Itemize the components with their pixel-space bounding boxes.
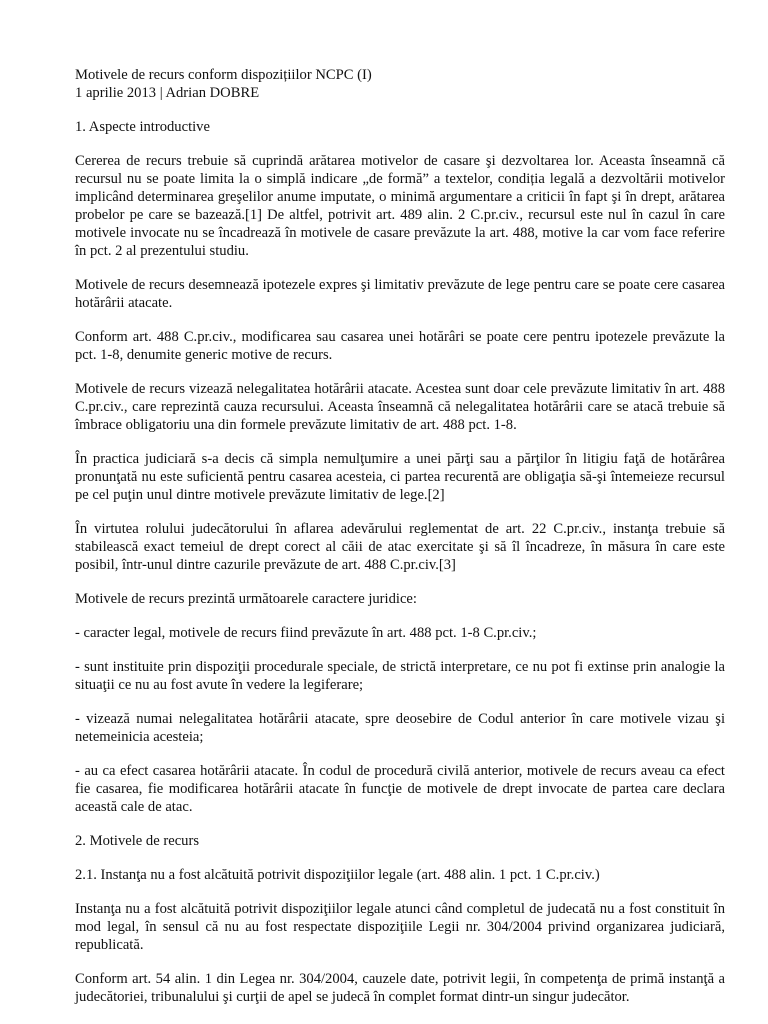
paragraph: Conform art. 488 C.pr.civ., modificarea sau casarea unei hotărâri se poate cere pentru ipotezele prevăzute la pct. 1-8, denumite generic motive de recurs. bbox=[75, 329, 725, 363]
paragraph: Conform art. 54 alin. 1 din Legea nr. 304/2004, cauzele date, potrivit legii, în competenţa de primă instanţă a judecătoriei, tribunalului şi curţii de apel se judecă în complet format dintr-un singur judecător. bbox=[75, 971, 725, 1005]
list-item: - caracter legal, motivele de recurs fiind prevăzute în art. 488 pct. 1-8 C.pr.civ.; bbox=[75, 625, 537, 641]
section-heading: 2. Motivele de recurs bbox=[75, 833, 200, 849]
paragraph: Motivele de recurs desemnează ipotezele expres şi limitativ prevăzute de lege pentru care se poate cere casarea hotărârii atacate. bbox=[75, 277, 725, 311]
list-item: - au ca efect casarea hotărârii atacate. În codul de procedură civilă anterior, motivele de recurs aveau ca efect fie casarea, fie modificarea hotărârii atacate în funcţie de motivele de drept invocate de partea care declara această cale de atac. bbox=[75, 763, 725, 815]
paragraph: Instanţa nu a fost alcătuită potrivit dispoziţiilor legale atunci când completul de judecată nu a fost constituit în mod legal, în sensul că nu au fost respectate dispoziţiile Legii nr. 304/2004 privind organizarea judiciară, republicată. bbox=[75, 901, 725, 953]
document-page bbox=[75, 66, 725, 1022]
document-title: Motivele de recurs conform dispozițiilor NCPC (I) bbox=[75, 67, 372, 83]
paragraph: Cererea de recurs trebuie să cuprindă arătarea motivelor de casare şi dezvoltarea lor. Aceasta înseamnă că recursul nu se poate limita la o simplă indicare „de formă” a textelor, condiția legală a dezvoltării motivelor implicând determinarea greşelilor anume imputate, o minimă argumentare a criticii în fapt şi în drept, arătarea probelor pe care se bazează.[1] De altfel, potrivit art. 489 alin. 2 C.pr.civ., recursul este nul în cazul în care motivele invocate nu se încadrează în motivele de casare prevăzute la art. 488, motive la car vom face referire în pct. 2 al prezentului studiu. bbox=[75, 153, 725, 259]
paragraph: În virtutea rolului judecătorului în aflarea adevărului reglementat de art. 22 C.pr.civ., instanţa trebuie să stabilească exact temeiul de drept corect al căii de atac exercitate şi să îl încadreze, în măsura în care este posibil, într-unul dintre cazurile prevăzute de art. 488 C.pr.civ.[3] bbox=[75, 521, 725, 573]
list-item: - vizează numai nelegalitatea hotărârii atacate, spre deosebire de Codul anterior în care motivele vizau şi netemeinicia acesteia; bbox=[75, 711, 725, 745]
section-heading: 1. Aspecte introductive bbox=[75, 119, 210, 135]
list-item: - sunt instituite prin dispoziţii procedurale speciale, de strictă interpretare, ce nu pot fi extinse prin analogie la situaţii ce nu au fost avute în vedere la legiferare; bbox=[75, 659, 725, 693]
paragraph: În practica judiciară s-a decis că simpla nemulţumire a unei părţi sau a părţilor în litigiu faţă de hotărârea pronunţată nu este suficientă pentru casarea acesteia, ci partea recurentă are obligaţia să-şi întemeieze recursul pe cel puţin unul dintre motivele prevăzute limitativ de lege.[2] bbox=[75, 451, 725, 503]
subsection-heading: 2.1. Instanţa nu a fost alcătuită potrivit dispoziţiilor legale (art. 488 alin. 1 pct. 1 C.pr.civ.) bbox=[75, 867, 600, 883]
document-header bbox=[75, 66, 725, 102]
paragraph: Motivele de recurs prezintă următoarele caractere juridice: bbox=[75, 591, 417, 607]
document-byline: 1 aprilie 2013 | Adrian DOBRE bbox=[75, 85, 260, 101]
paragraph: Motivele de recurs vizează nelegalitatea hotărârii atacate. Acestea sunt doar cele prevăzute limitativ în art. 488 C.pr.civ., care reprezintă cauza recursului. Aceasta înseamnă că nelegalitatea hotărârii care se atacă trebuie să îmbrace obligatoriu una din formele prevăzute limitativ de art. 488 pct. 1-8. bbox=[75, 381, 725, 433]
